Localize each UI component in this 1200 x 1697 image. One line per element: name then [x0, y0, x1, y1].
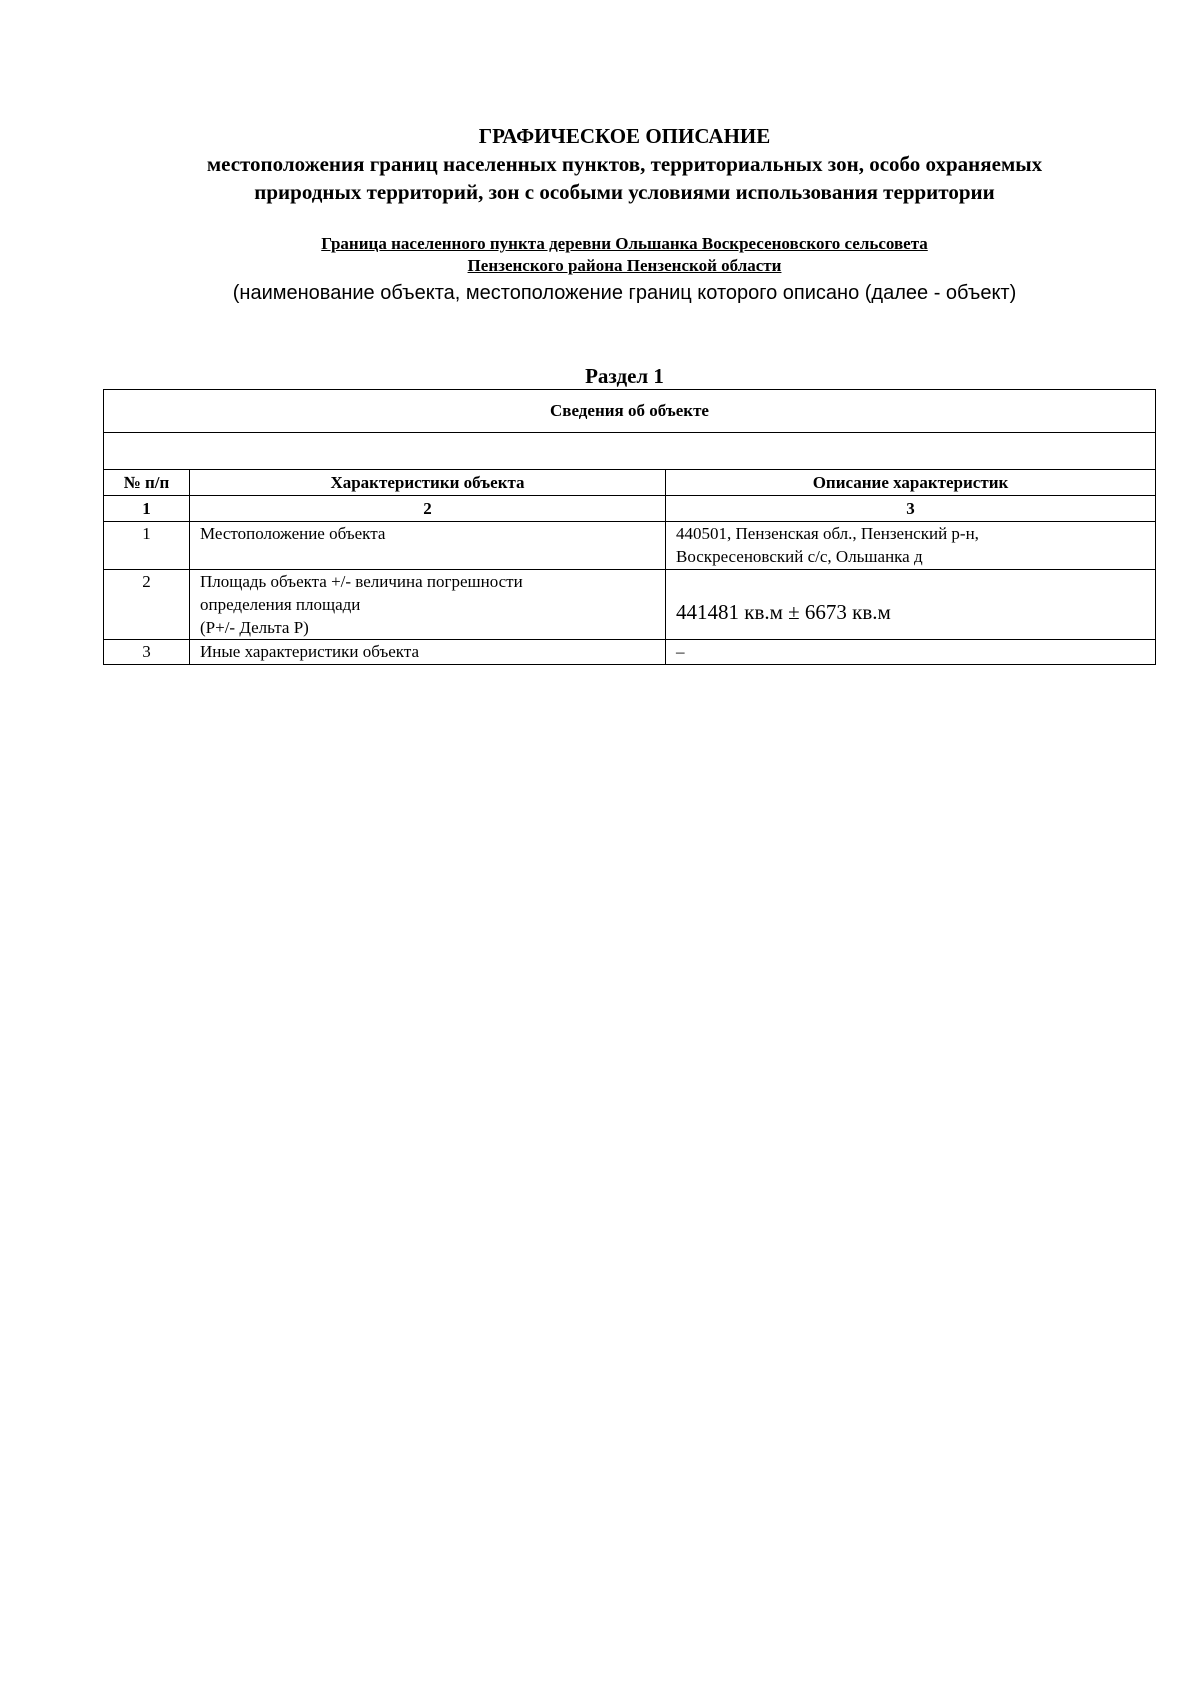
column-number-2: 2	[190, 496, 666, 522]
section-title: Раздел 1	[585, 364, 664, 388]
table-caption: Сведения об объекте	[104, 390, 1156, 433]
table-row	[104, 570, 1156, 640]
table-row	[104, 640, 1156, 665]
table-caption-row	[104, 390, 1156, 433]
row-characteristic: Площадь объекта +/- величина погрешности определения площади (P+/- Дельта P)	[190, 570, 666, 640]
table-empty-row	[104, 433, 1156, 470]
object-name-caption: (наименование объекта, местоположение границ которого описано (далее - объект)	[232, 282, 1017, 304]
object-name-line1: Граница населенного пункта деревни Ольшанка Воскресеновского сельсовета	[321, 234, 928, 253]
row-number: 1	[104, 522, 190, 570]
header-characteristics: Характеристики объекта	[190, 470, 666, 496]
header-description: Описание характеристик	[666, 470, 1156, 496]
row-characteristic: Местоположение объекта	[190, 522, 666, 570]
document-title: ГРАФИЧЕСКОЕ ОПИСАНИЕ	[478, 124, 771, 148]
document-subtitle-line2: природных территорий, зон с особыми условиями использования территории	[254, 180, 995, 204]
row-characteristic: Иные характеристики объекта	[190, 640, 666, 665]
header-number: № п/п	[104, 470, 190, 496]
object-name	[0, 233, 1200, 277]
document-subtitle-line1: местоположения границ населенных пунктов, территориальных зон, особо охраняемых	[206, 152, 1043, 176]
row-description: 440501, Пензенская обл., Пензенский р-н, Воскресеновский с/с, Ольшанка д	[666, 522, 1156, 570]
row-description	[666, 570, 1156, 640]
column-number-3: 3	[666, 496, 1156, 522]
table-empty-cell	[104, 433, 1156, 470]
row-description: –	[666, 640, 1156, 665]
table-header-row	[104, 470, 1156, 496]
column-number-1: 1	[104, 496, 190, 522]
document-subtitle	[0, 150, 1200, 206]
object-info-table	[103, 389, 1156, 665]
table-row	[104, 522, 1156, 570]
row-number: 2	[104, 570, 190, 640]
object-name-line2: Пензенского района Пензенской области	[467, 256, 782, 275]
row-number: 3	[104, 640, 190, 665]
table-column-numbers-row	[104, 496, 1156, 522]
area-value: 441481 кв.м ± 6673 кв.м	[676, 600, 891, 624]
